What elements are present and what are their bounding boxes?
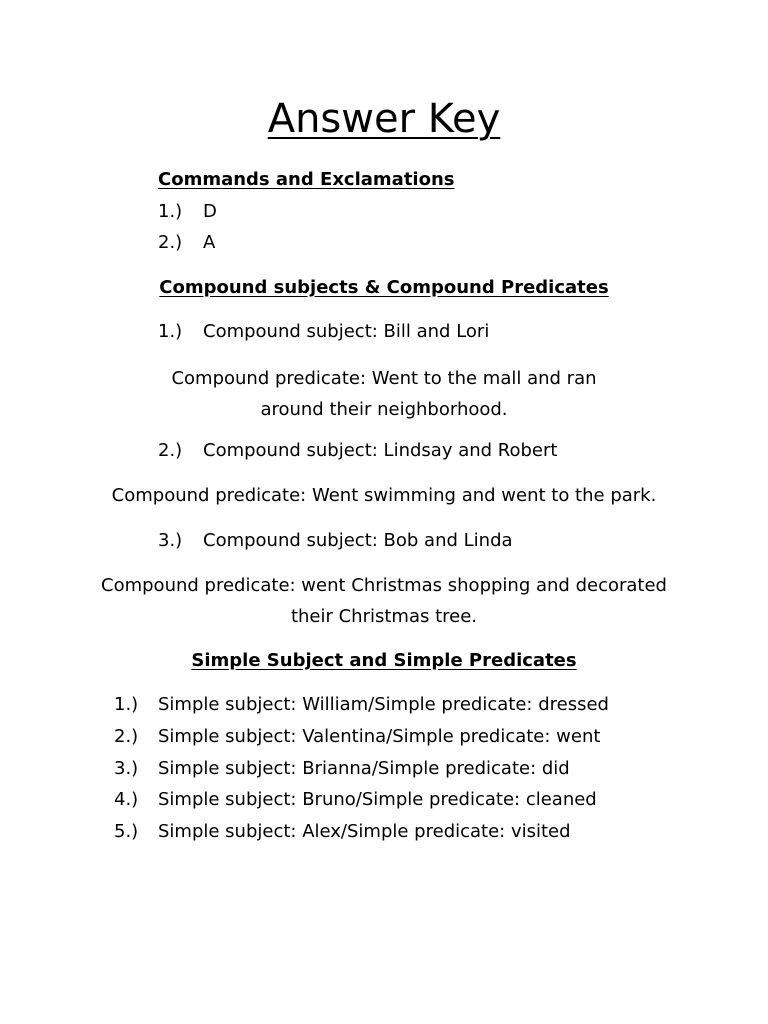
simple-item-4 <box>114 789 597 811</box>
compound-subject-text: Compound subject: Bill and Lori <box>203 321 490 342</box>
item-number: 2.) <box>158 232 183 253</box>
item-answer: D <box>203 201 217 222</box>
simple-item-text: Simple subject: Alex/Simple predicate: visited <box>158 821 571 842</box>
simple-item-3 <box>114 758 570 780</box>
compound-subject-3 <box>158 530 513 552</box>
commands-item-1 <box>158 201 217 223</box>
simple-item-text: Simple subject: Bruno/Simple predicate: cleaned <box>158 789 597 810</box>
compound-predicate-2 <box>0 480 768 511</box>
item-number: 4.) <box>114 789 139 810</box>
item-number: 1.) <box>158 201 183 222</box>
simple-item-text: Simple subject: Brianna/Simple predicate: did <box>158 758 570 779</box>
page-title: Answer Key <box>267 96 501 142</box>
commands-heading: Commands and Exclamations <box>158 169 455 190</box>
predicate-line: Compound predicate: went Christmas shopping and decorated <box>101 575 667 596</box>
compound-subject-text: Compound subject: Bob and Linda <box>203 530 513 551</box>
compound-subject-text: Compound subject: Lindsay and Robert <box>203 440 558 461</box>
commands-item-2 <box>158 232 215 254</box>
simple-item-text: Simple subject: William/Simple predicate: dressed <box>158 694 609 715</box>
predicate-line: their Christmas tree. <box>290 606 478 627</box>
item-number: 2.) <box>114 726 139 747</box>
compound-heading: Compound subjects & Compound Predicates <box>159 277 609 298</box>
compound-subject-1 <box>158 321 489 343</box>
item-number: 2.) <box>158 440 183 461</box>
item-number: 1.) <box>114 694 139 715</box>
compound-predicate-3 <box>0 570 768 632</box>
item-number: 3.) <box>114 758 139 779</box>
item-number: 5.) <box>114 821 139 842</box>
simple-item-5 <box>114 821 571 843</box>
item-number: 3.) <box>158 530 183 551</box>
predicate-line: around their neighborhood. <box>260 399 508 420</box>
simple-item-text: Simple subject: Valentina/Simple predicate: went <box>158 726 601 747</box>
compound-subject-2 <box>158 440 557 462</box>
simple-heading: Simple Subject and Simple Predicates <box>191 650 577 671</box>
predicate-line: Compound predicate: Went swimming and went to the park. <box>111 485 657 506</box>
simple-item-1 <box>114 694 609 716</box>
predicate-line: Compound predicate: Went to the mall and ran <box>171 368 597 389</box>
item-answer: A <box>203 232 216 253</box>
compound-predicate-1 <box>0 363 768 425</box>
item-number: 1.) <box>158 321 183 342</box>
simple-item-2 <box>114 726 600 748</box>
